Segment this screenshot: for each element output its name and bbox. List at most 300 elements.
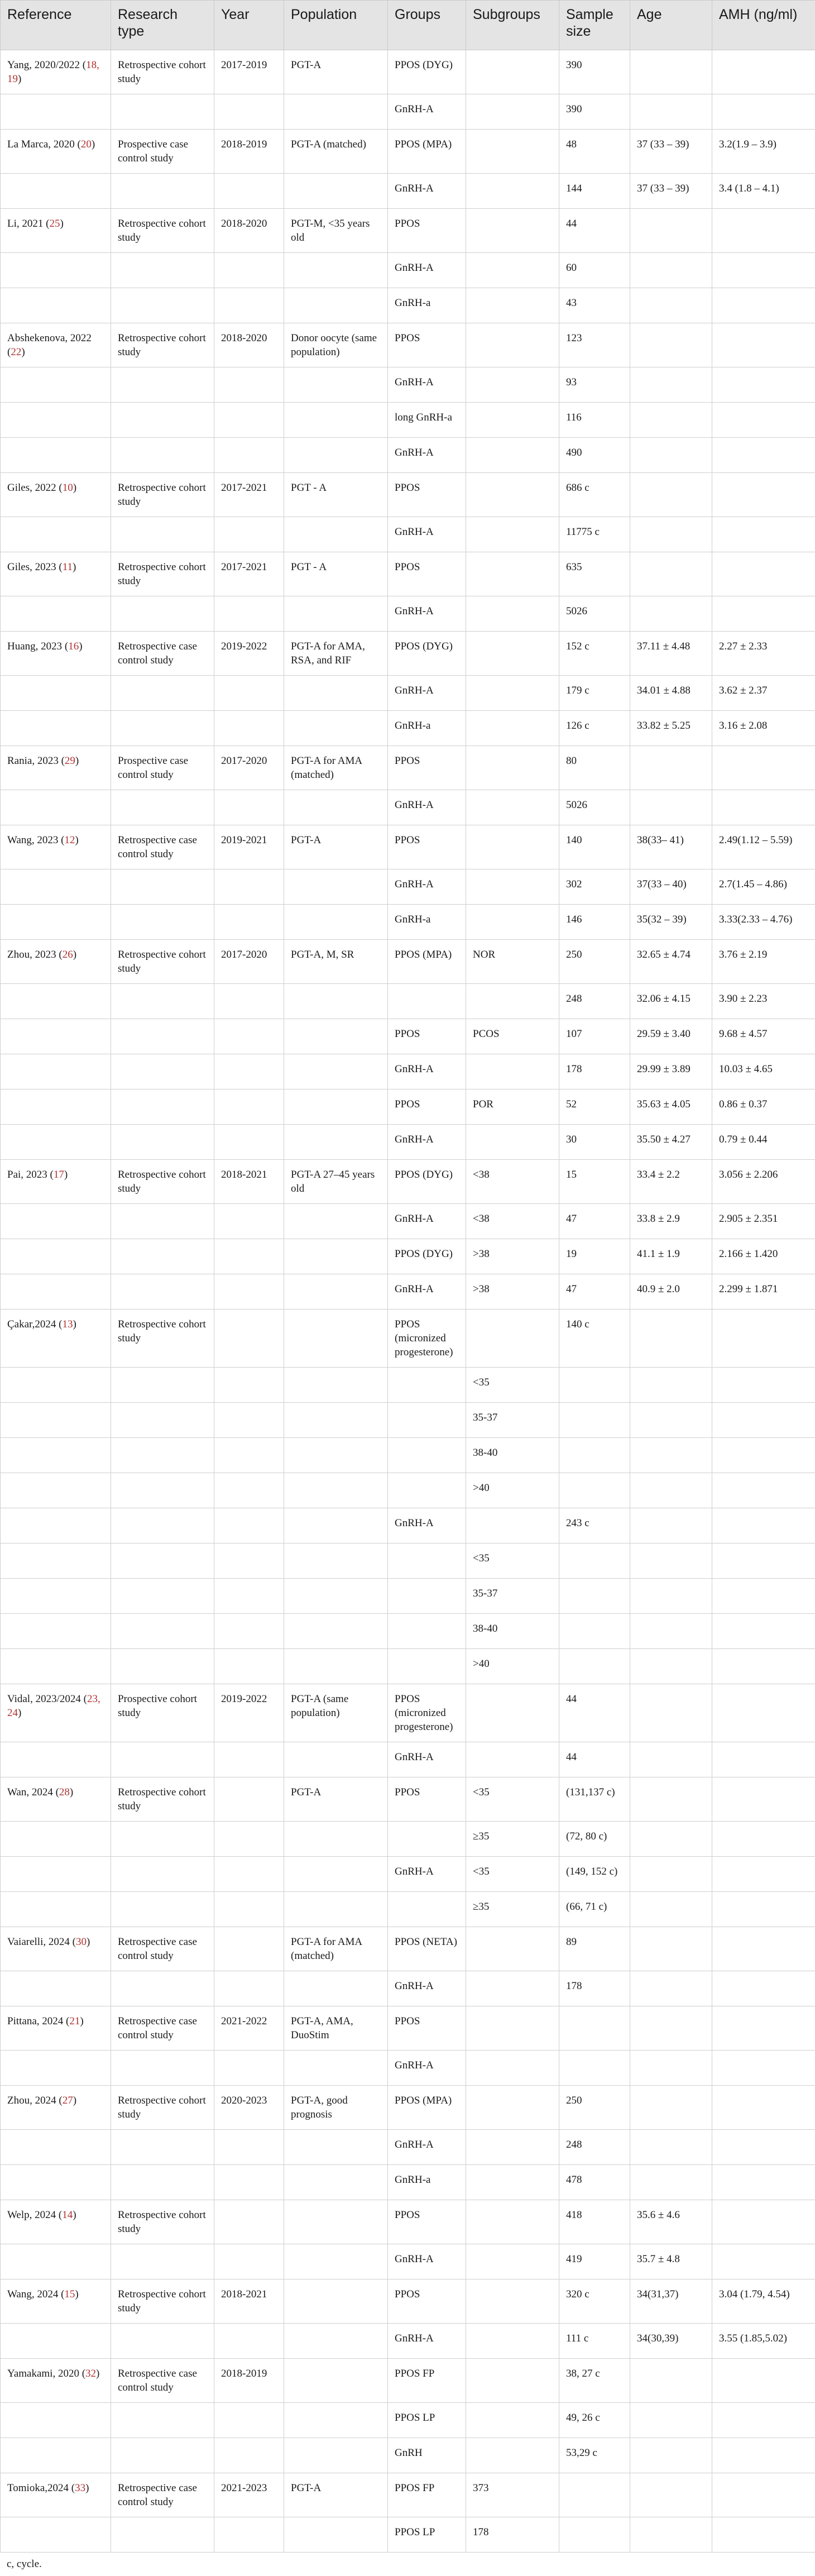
cell-sample-size: 15 xyxy=(559,1160,630,1204)
cell-year xyxy=(214,905,284,940)
cell-age xyxy=(630,1892,712,1927)
cell-year: 2017-2021 xyxy=(214,552,284,596)
cell-research-type xyxy=(111,1742,214,1777)
cell-amh xyxy=(712,790,815,825)
table-row xyxy=(1,1089,815,1125)
cell-age xyxy=(630,2517,712,2553)
cell-research-type xyxy=(111,2517,214,2553)
reference-close: ) xyxy=(75,2288,78,2300)
cell-subgroup xyxy=(466,403,559,438)
cell-subgroup xyxy=(466,2324,559,2359)
cell-research-type xyxy=(111,984,214,1019)
citation-link[interactable]: 12 xyxy=(64,834,75,846)
table-row xyxy=(1,2165,815,2200)
cell-amh xyxy=(712,2200,815,2244)
cell-subgroup xyxy=(466,2403,559,2438)
cell-population xyxy=(284,1742,388,1777)
reference-text: Tomioka,2024 ( xyxy=(7,2482,75,2494)
cell-population xyxy=(284,2359,388,2403)
cell-reference xyxy=(1,253,111,288)
citation-link[interactable]: 11 xyxy=(63,561,73,573)
cell-year xyxy=(214,1019,284,1054)
citation-link[interactable]: 10 xyxy=(63,482,73,494)
cell-sample-size: 30 xyxy=(559,1125,630,1160)
cell-amh xyxy=(712,209,815,253)
cell-group: PPOS (DYG) xyxy=(388,632,466,676)
table-row xyxy=(1,1777,815,1822)
cell-research-type: Retrospective case control study xyxy=(111,2359,214,2403)
cell-subgroup xyxy=(466,1684,559,1742)
cell-sample-size: 178 xyxy=(559,1971,630,2006)
cell-population xyxy=(284,2324,388,2359)
cell-year xyxy=(214,1508,284,1543)
cell-sample-size: 111 c xyxy=(559,2324,630,2359)
cell-year xyxy=(214,1239,284,1274)
cell-amh xyxy=(712,1614,815,1649)
cell-group: GnRH-A xyxy=(388,2130,466,2165)
cell-reference xyxy=(1,984,111,1019)
cell-year xyxy=(214,1438,284,1473)
cell-population: PGT-A, good prognosis xyxy=(284,2086,388,2130)
cell-sample-size: 302 xyxy=(559,869,630,905)
table-row xyxy=(1,790,815,825)
cell-amh xyxy=(712,746,815,790)
table-row xyxy=(1,403,815,438)
table-row xyxy=(1,1742,815,1777)
cell-subgroup xyxy=(466,1125,559,1160)
cell-age xyxy=(630,209,712,253)
reference-close: ) xyxy=(73,1318,76,1330)
cell-age: 40.9 ± 2.0 xyxy=(630,1274,712,1309)
table-row xyxy=(1,2473,815,2517)
cell-research-type xyxy=(111,2324,214,2359)
citation-link[interactable]: 33 xyxy=(75,2482,85,2494)
cell-subgroup xyxy=(466,676,559,711)
header-reference: Reference xyxy=(1,1,111,50)
citation-link[interactable]: 29 xyxy=(65,755,75,767)
cell-year xyxy=(214,596,284,632)
cell-sample-size: 80 xyxy=(559,746,630,790)
cell-reference xyxy=(1,2403,111,2438)
table-row xyxy=(1,1649,815,1684)
cell-subgroup xyxy=(466,869,559,905)
table-row xyxy=(1,711,815,746)
cell-population xyxy=(284,1508,388,1543)
cell-sample-size xyxy=(559,1649,630,1684)
cell-age xyxy=(630,2165,712,2200)
cell-sample-size: (149, 152 c) xyxy=(559,1857,630,1892)
cell-amh: 3.55 (1.85,5.02) xyxy=(712,2324,815,2359)
cell-research-type: Retrospective cohort study xyxy=(111,1777,214,1822)
cell-sample-size: 248 xyxy=(559,2130,630,2165)
cell-sample-size: (66, 71 c) xyxy=(559,1892,630,1927)
cell-reference xyxy=(1,1892,111,1927)
cell-age: 34(31,37) xyxy=(630,2279,712,2324)
cell-sample-size xyxy=(559,1368,630,1403)
cell-group: GnRH-A xyxy=(388,517,466,552)
cell-group: GnRH-A xyxy=(388,174,466,209)
cell-research-type xyxy=(111,1054,214,1089)
cell-research-type xyxy=(111,517,214,552)
cell-research-type xyxy=(111,1892,214,1927)
cell-group: PPOS xyxy=(388,2279,466,2324)
cell-age xyxy=(630,1438,712,1473)
cell-reference xyxy=(1,1543,111,1579)
cell-reference xyxy=(1,2359,111,2403)
table-row xyxy=(1,1160,815,1204)
citation-link[interactable]: 28 xyxy=(59,1786,70,1798)
cell-year xyxy=(214,2324,284,2359)
cell-population: PGT-A xyxy=(284,50,388,94)
reference-close: ) xyxy=(79,641,82,652)
citation-link[interactable]: 27 xyxy=(63,2095,73,2106)
cell-reference xyxy=(1,209,111,253)
cell-group: GnRH-A xyxy=(388,2244,466,2279)
cell-population xyxy=(284,2130,388,2165)
cell-population: PGT - A xyxy=(284,552,388,596)
citation-link[interactable]: 21 xyxy=(69,2015,80,2027)
cell-reference xyxy=(1,403,111,438)
cell-age xyxy=(630,1473,712,1508)
cell-amh: 3.056 ± 2.206 xyxy=(712,1160,815,1204)
cell-reference xyxy=(1,473,111,517)
cell-population xyxy=(284,790,388,825)
cell-amh xyxy=(712,2359,815,2403)
cell-subgroup xyxy=(466,367,559,403)
cell-group xyxy=(388,984,466,1019)
cell-year xyxy=(214,1309,284,1368)
cell-amh: 3.4 (1.8 – 4.1) xyxy=(712,174,815,209)
cell-year xyxy=(214,174,284,209)
cell-population xyxy=(284,1019,388,1054)
table-row xyxy=(1,552,815,596)
cell-year xyxy=(214,1274,284,1309)
cell-reference xyxy=(1,2006,111,2051)
reference-close: ) xyxy=(21,346,25,358)
cell-reference xyxy=(1,2200,111,2244)
cell-sample-size xyxy=(559,1543,630,1579)
cell-amh xyxy=(712,2051,815,2086)
cell-amh xyxy=(712,517,815,552)
cell-group: PPOS (micronized progesterone) xyxy=(388,1309,466,1368)
cell-age xyxy=(630,790,712,825)
cell-group: long GnRH-a xyxy=(388,403,466,438)
cell-subgroup: ≥35 xyxy=(466,1892,559,1927)
citation-link[interactable]: 26 xyxy=(63,949,73,960)
cell-age xyxy=(630,2403,712,2438)
cell-age xyxy=(630,94,712,130)
cell-group: PPOS LP xyxy=(388,2403,466,2438)
cell-year xyxy=(214,1822,284,1857)
cell-research-type xyxy=(111,1857,214,1892)
cell-sample-size xyxy=(559,1438,630,1473)
cell-age xyxy=(630,1508,712,1543)
cell-amh xyxy=(712,1857,815,1892)
cell-age xyxy=(630,1368,712,1403)
cell-subgroup xyxy=(466,2006,559,2051)
cell-reference xyxy=(1,2473,111,2517)
cell-population xyxy=(284,1125,388,1160)
cell-subgroup: <35 xyxy=(466,1777,559,1822)
cell-population xyxy=(284,1614,388,1649)
cell-amh xyxy=(712,2473,815,2517)
table-row xyxy=(1,50,815,94)
cell-research-type: Retrospective case control study xyxy=(111,2473,214,2517)
cell-population xyxy=(284,1438,388,1473)
cell-reference xyxy=(1,438,111,473)
cell-population xyxy=(284,1274,388,1309)
cell-population: PGT-A (same population) xyxy=(284,1684,388,1742)
cell-research-type xyxy=(111,1125,214,1160)
cell-research-type xyxy=(111,253,214,288)
citation-link[interactable]: 22 xyxy=(11,346,21,358)
cell-group: GnRH-A xyxy=(388,596,466,632)
cell-reference xyxy=(1,1054,111,1089)
cell-age xyxy=(630,1649,712,1684)
citation-link[interactable]: 25 xyxy=(49,218,60,230)
reference-close: ) xyxy=(80,2015,83,2027)
cell-population xyxy=(284,438,388,473)
cell-population xyxy=(284,2517,388,2553)
cell-research-type xyxy=(111,288,214,323)
cell-group: GnRH-a xyxy=(388,288,466,323)
cell-group: GnRH-A xyxy=(388,1125,466,1160)
cell-reference xyxy=(1,676,111,711)
cell-reference xyxy=(1,1742,111,1777)
cell-year xyxy=(214,517,284,552)
cell-reference xyxy=(1,632,111,676)
cell-year: 2017-2020 xyxy=(214,746,284,790)
cell-research-type xyxy=(111,596,214,632)
cell-research-type xyxy=(111,1438,214,1473)
cell-sample-size xyxy=(559,1403,630,1438)
cell-age: 29.99 ± 3.89 xyxy=(630,1054,712,1089)
cell-subgroup xyxy=(466,1054,559,1089)
cell-amh xyxy=(712,94,815,130)
cell-group: GnRH-a xyxy=(388,2165,466,2200)
table-row xyxy=(1,1927,815,1971)
cell-sample-size xyxy=(559,2051,630,2086)
cell-subgroup: PCOS xyxy=(466,1019,559,1054)
cell-age xyxy=(630,323,712,367)
cell-subgroup: POR xyxy=(466,1089,559,1125)
cell-sample-size: 19 xyxy=(559,1239,630,1274)
cell-reference xyxy=(1,1473,111,1508)
cell-age: 38(33– 41) xyxy=(630,825,712,869)
reference-close: ) xyxy=(73,561,76,573)
table-row xyxy=(1,2517,815,2553)
cell-research-type: Prospective case control study xyxy=(111,746,214,790)
cell-year xyxy=(214,1742,284,1777)
citation-link[interactable]: 20 xyxy=(81,138,92,150)
cell-year xyxy=(214,288,284,323)
cell-subgroup xyxy=(466,2279,559,2324)
cell-group: GnRH-A xyxy=(388,1274,466,1309)
cell-sample-size: 686 c xyxy=(559,473,630,517)
cell-subgroup xyxy=(466,552,559,596)
cell-population: Donor oocyte (same population) xyxy=(284,323,388,367)
cell-year xyxy=(214,1857,284,1892)
cell-population xyxy=(284,174,388,209)
cell-amh: 9.68 ± 4.57 xyxy=(712,1019,815,1054)
cell-age: 35.63 ± 4.05 xyxy=(630,1089,712,1125)
cell-sample-size: 44 xyxy=(559,1684,630,1742)
cell-population xyxy=(284,403,388,438)
table-row xyxy=(1,2324,815,2359)
cell-population xyxy=(284,869,388,905)
reference-text: Wan, 2024 ( xyxy=(7,1786,59,1798)
table-row xyxy=(1,323,815,367)
cell-group: PPOS xyxy=(388,1019,466,1054)
cell-amh xyxy=(712,1438,815,1473)
citation-link[interactable]: 30 xyxy=(76,1936,87,1948)
cell-reference xyxy=(1,1368,111,1403)
cell-research-type: Retrospective cohort study xyxy=(111,2086,214,2130)
cell-amh xyxy=(712,2006,815,2051)
cell-population: PGT-A, AMA, DuoStim xyxy=(284,2006,388,2051)
cell-sample-size: 5026 xyxy=(559,790,630,825)
reference-text: Li, 2021 ( xyxy=(7,218,49,230)
reference-text: Zhou, 2024 ( xyxy=(7,2095,63,2106)
cell-age: 37 (33 – 39) xyxy=(630,130,712,174)
cell-population xyxy=(284,1579,388,1614)
cell-amh: 3.2(1.9 – 3.9) xyxy=(712,130,815,174)
cell-reference xyxy=(1,1684,111,1742)
table-row xyxy=(1,517,815,552)
cell-reference xyxy=(1,790,111,825)
cell-year xyxy=(214,1368,284,1403)
reference-text: Giles, 2022 ( xyxy=(7,482,63,494)
cell-group xyxy=(388,1473,466,1508)
cell-age xyxy=(630,367,712,403)
cell-reference xyxy=(1,1971,111,2006)
cell-subgroup: <35 xyxy=(466,1543,559,1579)
cell-research-type xyxy=(111,1368,214,1403)
citation-link[interactable]: 32 xyxy=(85,2368,96,2379)
cell-reference xyxy=(1,1019,111,1054)
cell-population xyxy=(284,94,388,130)
cell-amh xyxy=(712,596,815,632)
cell-group: PPOS (MPA) xyxy=(388,2086,466,2130)
table-row xyxy=(1,2086,815,2130)
citation-link[interactable]: 13 xyxy=(62,1318,73,1330)
cell-sample-size: 60 xyxy=(559,253,630,288)
cell-group: PPOS (DYG) xyxy=(388,1160,466,1204)
citation-link[interactable]: 16 xyxy=(68,641,79,652)
table-row xyxy=(1,1892,815,1927)
cell-group xyxy=(388,1892,466,1927)
cell-group xyxy=(388,1438,466,1473)
cell-year: 2018-2021 xyxy=(214,2279,284,2324)
cell-year xyxy=(214,2165,284,2200)
cell-population xyxy=(284,1089,388,1125)
cell-amh xyxy=(712,367,815,403)
cell-amh xyxy=(712,2438,815,2473)
cell-group: PPOS (MPA) xyxy=(388,940,466,984)
cell-research-type xyxy=(111,2403,214,2438)
cell-year: 2018-2020 xyxy=(214,323,284,367)
reference-text: Zhou, 2023 ( xyxy=(7,949,63,960)
cell-subgroup xyxy=(466,1309,559,1368)
cell-year xyxy=(214,94,284,130)
cell-subgroup xyxy=(466,2086,559,2130)
cell-amh: 2.166 ± 1.420 xyxy=(712,1239,815,1274)
cell-subgroup: <35 xyxy=(466,1857,559,1892)
table-row xyxy=(1,596,815,632)
cell-group: GnRH-a xyxy=(388,905,466,940)
cell-population: PGT-A for AMA, RSA, and RIF xyxy=(284,632,388,676)
table-row xyxy=(1,2438,815,2473)
cell-population xyxy=(284,1822,388,1857)
cell-population: PGT-A xyxy=(284,2473,388,2517)
cell-group: GnRH xyxy=(388,2438,466,2473)
cell-research-type xyxy=(111,1971,214,2006)
cell-age: 37(33 – 40) xyxy=(630,869,712,905)
cell-sample-size: 418 xyxy=(559,2200,630,2244)
cell-amh xyxy=(712,2086,815,2130)
table-body xyxy=(1,50,815,2553)
cell-age xyxy=(630,517,712,552)
cell-sample-size xyxy=(559,1579,630,1614)
cell-subgroup xyxy=(466,209,559,253)
cell-amh xyxy=(712,1579,815,1614)
cell-subgroup xyxy=(466,2244,559,2279)
cell-sample-size xyxy=(559,1473,630,1508)
table-row xyxy=(1,209,815,253)
cell-age xyxy=(630,1684,712,1742)
cell-year: 2018-2021 xyxy=(214,1160,284,1204)
cell-amh xyxy=(712,50,815,94)
cell-reference xyxy=(1,940,111,984)
citation-link[interactable]: 17 xyxy=(54,1169,64,1181)
cell-group: GnRH-A xyxy=(388,790,466,825)
cell-research-type xyxy=(111,1274,214,1309)
citation-link[interactable]: 14 xyxy=(62,2209,73,2221)
cell-age xyxy=(630,1857,712,1892)
table-row xyxy=(1,984,815,1019)
cell-amh xyxy=(712,1508,815,1543)
cell-year xyxy=(214,1777,284,1822)
table-row xyxy=(1,632,815,676)
table-row xyxy=(1,1403,815,1438)
citation-link[interactable]: 15 xyxy=(64,2288,75,2300)
cell-age xyxy=(630,2359,712,2403)
cell-age: 37.11 ± 4.48 xyxy=(630,632,712,676)
cell-reference xyxy=(1,596,111,632)
cell-year xyxy=(214,1403,284,1438)
cell-subgroup xyxy=(466,1742,559,1777)
cell-sample-size: 390 xyxy=(559,50,630,94)
cell-research-type xyxy=(111,1089,214,1125)
cell-group: PPOS FP xyxy=(388,2359,466,2403)
cell-age xyxy=(630,50,712,94)
cell-research-type: Retrospective cohort study xyxy=(111,1309,214,1368)
table-row xyxy=(1,1274,815,1309)
citation-link[interactable]: 23, 24 xyxy=(7,1693,100,1719)
reference-close: ) xyxy=(75,834,78,846)
cell-research-type xyxy=(111,1543,214,1579)
cell-amh: 3.33(2.33 – 4.76) xyxy=(712,905,815,940)
cell-subgroup: 38-40 xyxy=(466,1438,559,1473)
cell-sample-size: 243 c xyxy=(559,1508,630,1543)
cell-research-type xyxy=(111,1403,214,1438)
citation-link[interactable]: 18, 19 xyxy=(7,59,99,85)
cell-reference xyxy=(1,746,111,790)
cell-reference xyxy=(1,1274,111,1309)
reference-close: ) xyxy=(60,218,63,230)
cell-amh xyxy=(712,2517,815,2553)
cell-group: PPOS (NETA) xyxy=(388,1927,466,1971)
